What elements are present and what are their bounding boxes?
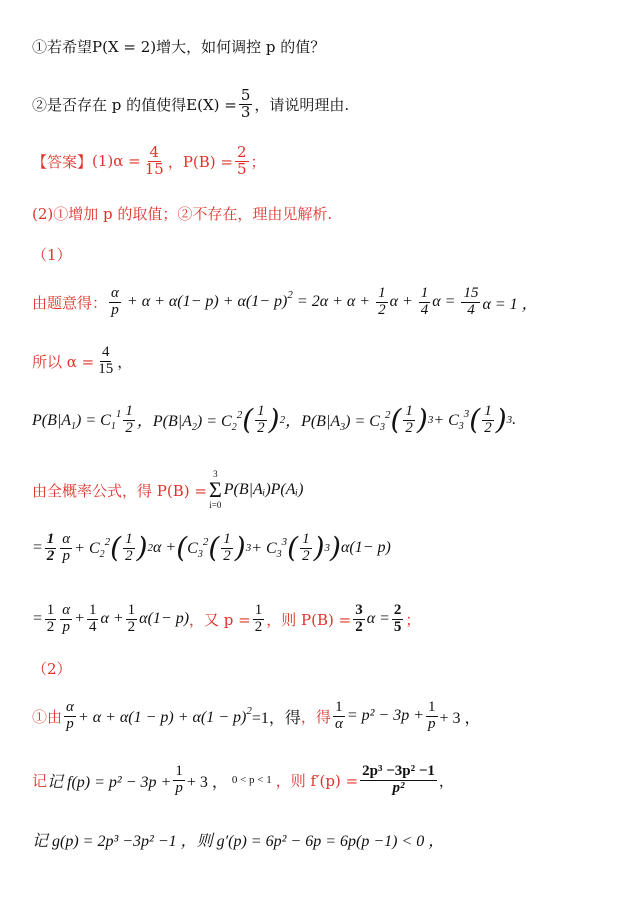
answer-2: (2)①增加 p 的取值；②不存在，理由见解析. bbox=[32, 205, 333, 223]
question-2: ②是否存在 p 的值使得E(X) = $\frac{5}{3}$ ，请说明理由. bbox=[32, 86, 350, 121]
frac-5-3: $\frac{5}{3}$ bbox=[240, 86, 251, 121]
answer-tag: 【答案】 bbox=[32, 152, 93, 171]
equation-9: 记 g(p) = 2p³ −3p² −1 ，则 g′(p) = 6p² − 6p = 6p(p −1) < 0 ， bbox=[32, 833, 445, 850]
equation-8: 记 记 f(p) = p² − 3p + $\frac{1}{p}$ + 3 ， 0 < p < 1 ，则 f′(p) = $\frac{\text{2p³ −3p² −1}}{\text{p²}}$ ， bbox=[32, 763, 454, 796]
equation-7: ①由 $\frac{\alpha}{p}$ + $\alpha + \alpha(1 - p) + \alpha(1 - p)^2$ =1，得 ，得 $\frac{1}{\alpha}$ = p² − 3p + $\frac{1}{p}$ + 3 ， bbox=[32, 699, 481, 732]
equation-6: = $\frac{1}{2}$ $\frac{\alpha}{p}$ + $\frac{1}{4}$ α + $\frac{1}{2}$ α(1− p) ，又 p = $\frac{1}{2}$ ，则 P(B) = $\frac{3}{2}$ α = $\frac{2}{5}$ ； bbox=[32, 602, 421, 635]
summation-symbol: 3 Σ i=0 bbox=[208, 469, 222, 510]
question-1: ①若希望P(X = 2)增大，如何调控 p 的值？ bbox=[32, 38, 326, 56]
equation-5: = $\frac{1}{2}$ $\frac{\alpha}{p}$ + $C_2^2$ ( $\frac{1}{2}$ ) 2 α + ( $C_3^2$ ( $\frac{1}{2}$ ) 3 + $C_3^3$ ( $\frac{1}{2}$ ) 3 ) α(1− p) bbox=[32, 531, 391, 565]
equation-1: 由题意得： $\frac{\alpha}{p}$ + $\alpha + \alpha(1- p) + \alpha(1- p)^2 = 2\alpha + \alpha$ + $\frac{1}{2}$ α + $\frac{1}{4}$ α = $\frac{15}{4}$ α = 1 ， bbox=[32, 285, 538, 318]
equation-3: $P(B|A_1) = C_1^1$ $\frac{1}{2}$ ，$P(B|A_2) = C_2^2$ ( $\frac{1}{2}$ ) 2 ，$P(B|A_3) = C_3^2$ ( $\frac{1}{2}$ ) 3 + $C_3^3$ ( $\frac{1}{2}$ ) 3 . bbox=[32, 403, 517, 437]
part-1-heading: （1） bbox=[32, 246, 72, 264]
equation-2: 所以 α = $\frac{4}{15}$ ， bbox=[32, 344, 133, 377]
answer-line: 【答案】 (1)α = $\frac{4}{15}$ ，P(B) = $\frac{2}{5}$ ； bbox=[32, 143, 266, 178]
equation-4: 由全概率公式，得 P(B) = 3 Σ i=0 P(B|Aᵢ)P(Aᵢ) bbox=[32, 469, 304, 510]
part-2-heading: （2） bbox=[32, 660, 72, 678]
